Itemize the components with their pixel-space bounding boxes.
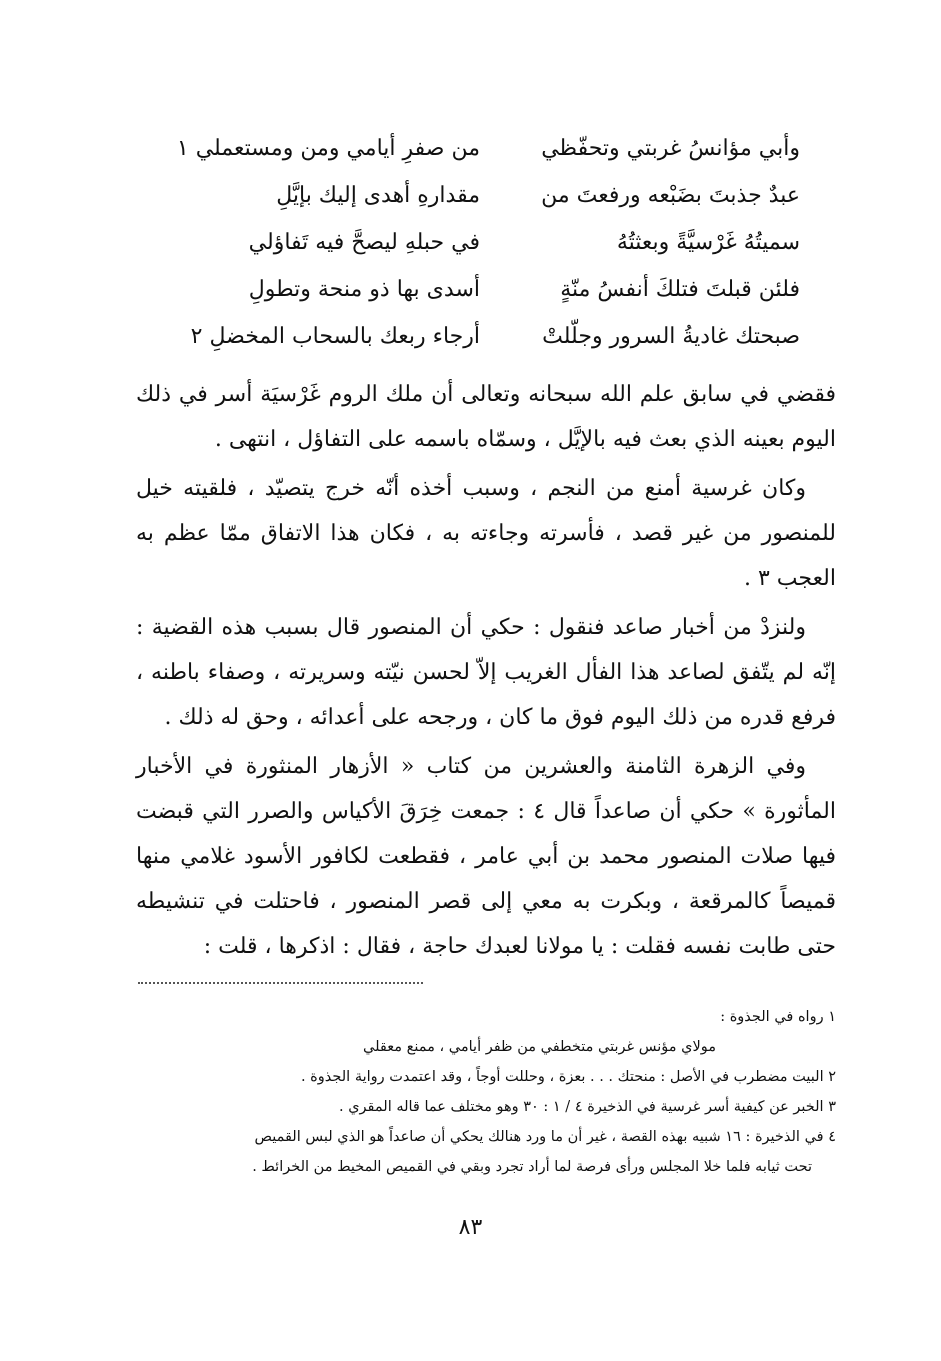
verse-second-hemistich: في حبلهِ ليصحَّ فيه تَفاؤلي: [248, 230, 480, 255]
verse-first-hemistich: فلئن قبلتَ فتلكَ أنفسُ منّةٍ: [560, 277, 800, 302]
verse-second-hemistich: مقدارهِ أهدى إليك بإيَّلِ: [276, 183, 480, 208]
poem-verse: [150, 125, 800, 172]
footnote: ٤ في الذخيرة : ١٦ شبيه بهذه القصة ، غير أن ما ورد هنالك يحكي أن صاعداً هو الذي لبس القميص: [254, 1129, 836, 1145]
poem-verse: [150, 219, 800, 266]
footnotes: [136, 1002, 836, 1182]
poem-verse: [150, 313, 800, 360]
poem-block: [150, 125, 800, 360]
paragraph: ولنزدْ من أخبار صاعد فنقول : حكي أن المنصور قال بسبب هذه القضية : إنّه لم يتّفق لصاعد هذا الفأل الغريب إلاّ لحسن نيّته وسريرته ، وصفاء باطنه ، فرفع قدره من ذلك اليوم فوق ما كان ، ورجحه على أعدائه ، وحق له ذلك .: [136, 615, 836, 730]
paragraph: وفي الزهرة الثامنة والعشرين من كتاب « الأزهار المنثورة في الأخبار المأثورة » حكي أن صاعداً قال ٤ : جمعت خِرَقَ الأكياس والصرر التي قبضت فيها صلات المنصور محمد بن أبي عامر ، فقطعت لكافور الأسود غلامي منها قميصاً كالمرقعة ، وبكرت به معي إلى قصر المنصور ، فاحتلت في تنشيطه حتى طابت نفسه فقلت : يا مولانا لعبدك حاجة ، فقال : اذكرها ، قلت :: [136, 754, 836, 959]
body-text: [136, 372, 836, 973]
footnote: ٢ البيت مضطرب في الأصل : منحتك . . . بعزة ، وحللت أوجاً ، وقد اعتمدت رواية الجذوة .: [300, 1069, 836, 1085]
footnote: ٣ الخبر عن كيفية أسر غرسية في الذخيرة ٤ / ١ : ٣٠ وهو مختلف عما قاله المقري .: [338, 1099, 836, 1115]
footnote-divider: [138, 982, 423, 984]
verse-second-hemistich: أرجاء ربعك بالسحاب المخضلِ ٢: [190, 324, 480, 349]
footnote-verse: مولاي مؤنس غربتي متخطفي من ظفر أيامي ، ممنع معقلي: [363, 1039, 716, 1055]
verse-first-hemistich: عبدٌ جذبتَ بضَبْعه ورفعتَ من: [541, 183, 800, 208]
footnote-continuation: تحت ثيابه فلما خلا المجلس ورأى فرصة لما أراد تجرد وبقي في القميص المخيط من الخرائط .: [252, 1159, 812, 1175]
paragraph: وكان غرسية أمنع من النجم ، وسبب أخذه أنّه خرج يتصيّد ، فلقيته خيل للمنصور من غير قصد ، فأسرته وجاءته به ، فكان هذا الاتفاق ممّا عظم به العجب ٣ .: [136, 476, 836, 591]
poem-verse: [150, 172, 800, 219]
page-number: ٨٣: [458, 1215, 483, 1240]
verse-first-hemistich: سميتُهُ غَرْسيَّةً وبعثتُهُ: [616, 230, 800, 255]
poem-verse: [150, 266, 800, 313]
paragraph: فقضي في سابق علم الله سبحانه وتعالى أن ملك الروم غَرْسيَة أسر في ذلك اليوم بعينه الذي بعث فيه بالإيَّل ، وسمّاه باسمه على التفاؤل ، انتهى .: [136, 382, 836, 452]
verse-second-hemistich: من صفرِ أيامي ومن ومستعملي ١: [176, 136, 480, 161]
footnote: ١ رواه في الجذوة :: [720, 1009, 836, 1025]
verse-first-hemistich: صبحتك غاديةُ السرور وجلّلتْ: [542, 324, 800, 349]
verse-second-hemistich: أسدى بها ذو منحة وتطولِ: [248, 277, 480, 302]
verse-first-hemistich: وأبي مؤانسُ غربتي وتحفّظي: [541, 136, 800, 161]
